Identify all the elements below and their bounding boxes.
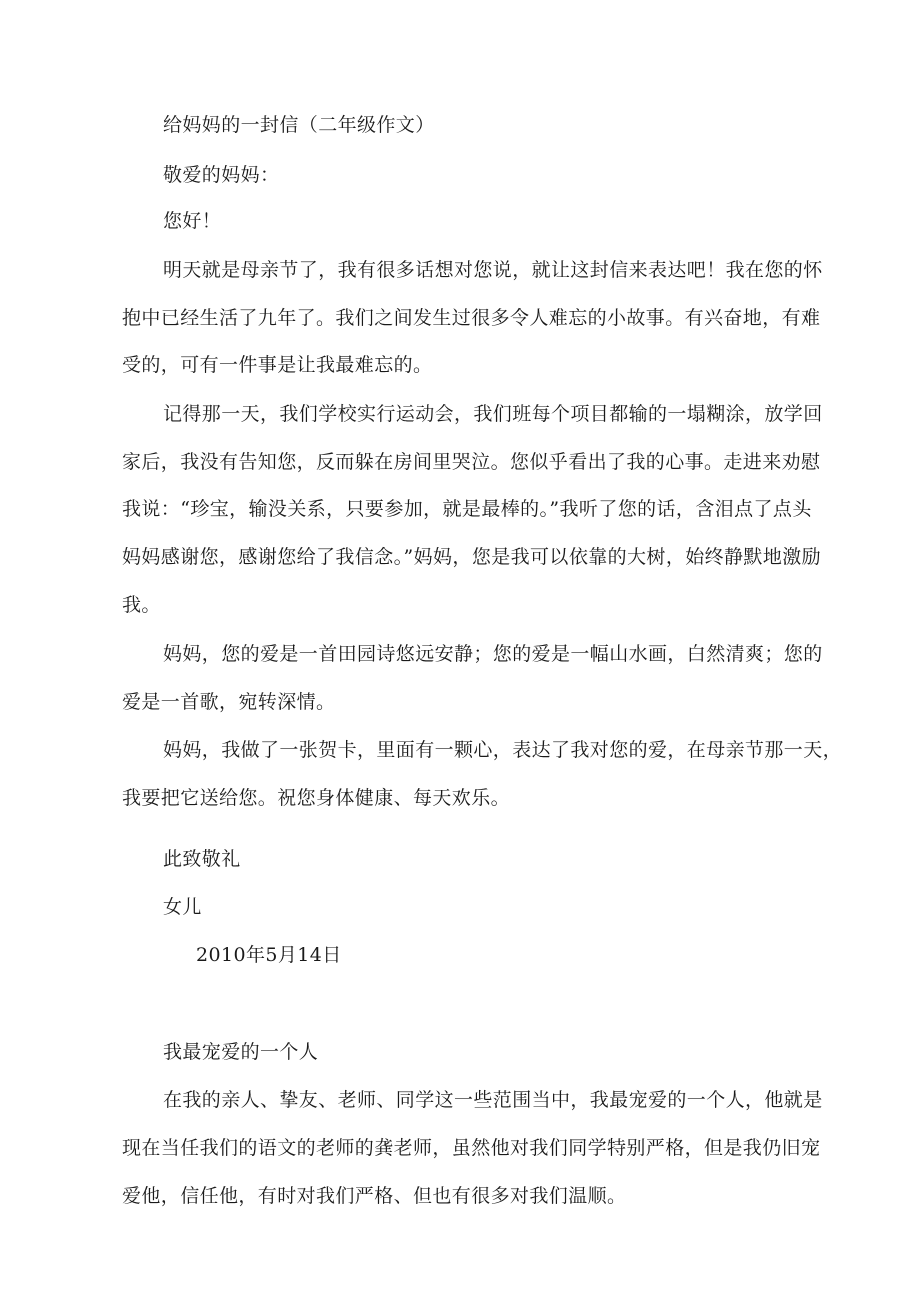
letter-greeting: 您好！ <box>163 210 222 232</box>
paragraph-line: 我要把它送给您。祝您身体健康、每天欢乐。 <box>122 787 511 809</box>
paragraph-line: 在我的亲人、挚友、老师、同学这一些范围当中，我最宠爱的一个人，他就是 <box>163 1089 823 1111</box>
paragraph-line: 现在当任我们的语文的老师的龚老师，虽然他对我们同学特别严格，但是我仍旧宠 <box>122 1137 821 1159</box>
paragraph-line: 妈妈，我做了一张贺卡，里面有一颗心，表达了我对您的爱，在母亲节那一天， <box>163 739 843 761</box>
paragraph-line: 妈妈，您的爱是一首田园诗悠远安静；您的爱是一幅山水画，白然清爽；您的 <box>163 643 823 665</box>
letter-title: 给妈妈的一封信（二年级作文） <box>163 114 435 136</box>
paragraph-line: 爱是一首歌，宛转深情。 <box>122 691 336 713</box>
paragraph-line: 家后，我没有告知您，反而躲在房间里哭泣。您似乎看出了我的心事。走进来劝慰 <box>122 451 821 473</box>
paragraph-line: 记得那一天，我们学校实行运动会，我们班每个项目都输的一塌糊涂，放学回 <box>163 403 823 425</box>
letter-signature: 女儿 <box>163 896 202 918</box>
paragraph-line: 抱中已经生活了九年了。我们之间发生过很多令人难忘的小故事。有兴奋地，有难 <box>122 307 821 329</box>
letter-closing: 此致敬礼 <box>163 848 241 870</box>
paragraph-line: 受的，可有一件事是让我最难忘的。 <box>122 354 433 376</box>
paragraph-line: 我。 <box>122 594 161 616</box>
essay-title: 我最宠爱的一个人 <box>163 1041 319 1063</box>
paragraph-line: 我说：“珍宝，输没关系，只要参加，就是最棒的。”我听了您的话，含泪点了点头 <box>122 498 812 520</box>
paragraph-line: 明天就是母亲节了，我有很多话想对您说，就让这封信来表达吧！我在您的怀 <box>163 259 823 281</box>
letter-date: 2010年5月14日 <box>196 944 342 966</box>
paragraph-line: 妈妈感谢您，感谢您给了我信念。”妈妈，您是我可以依靠的大树，始终静默地激励 <box>122 546 822 568</box>
paragraph-line: 爱他，信任他，有时对我们严格、但也有很多对我们温顺。 <box>122 1185 627 1207</box>
letter-salutation: 敬爱的妈妈： <box>163 164 280 186</box>
